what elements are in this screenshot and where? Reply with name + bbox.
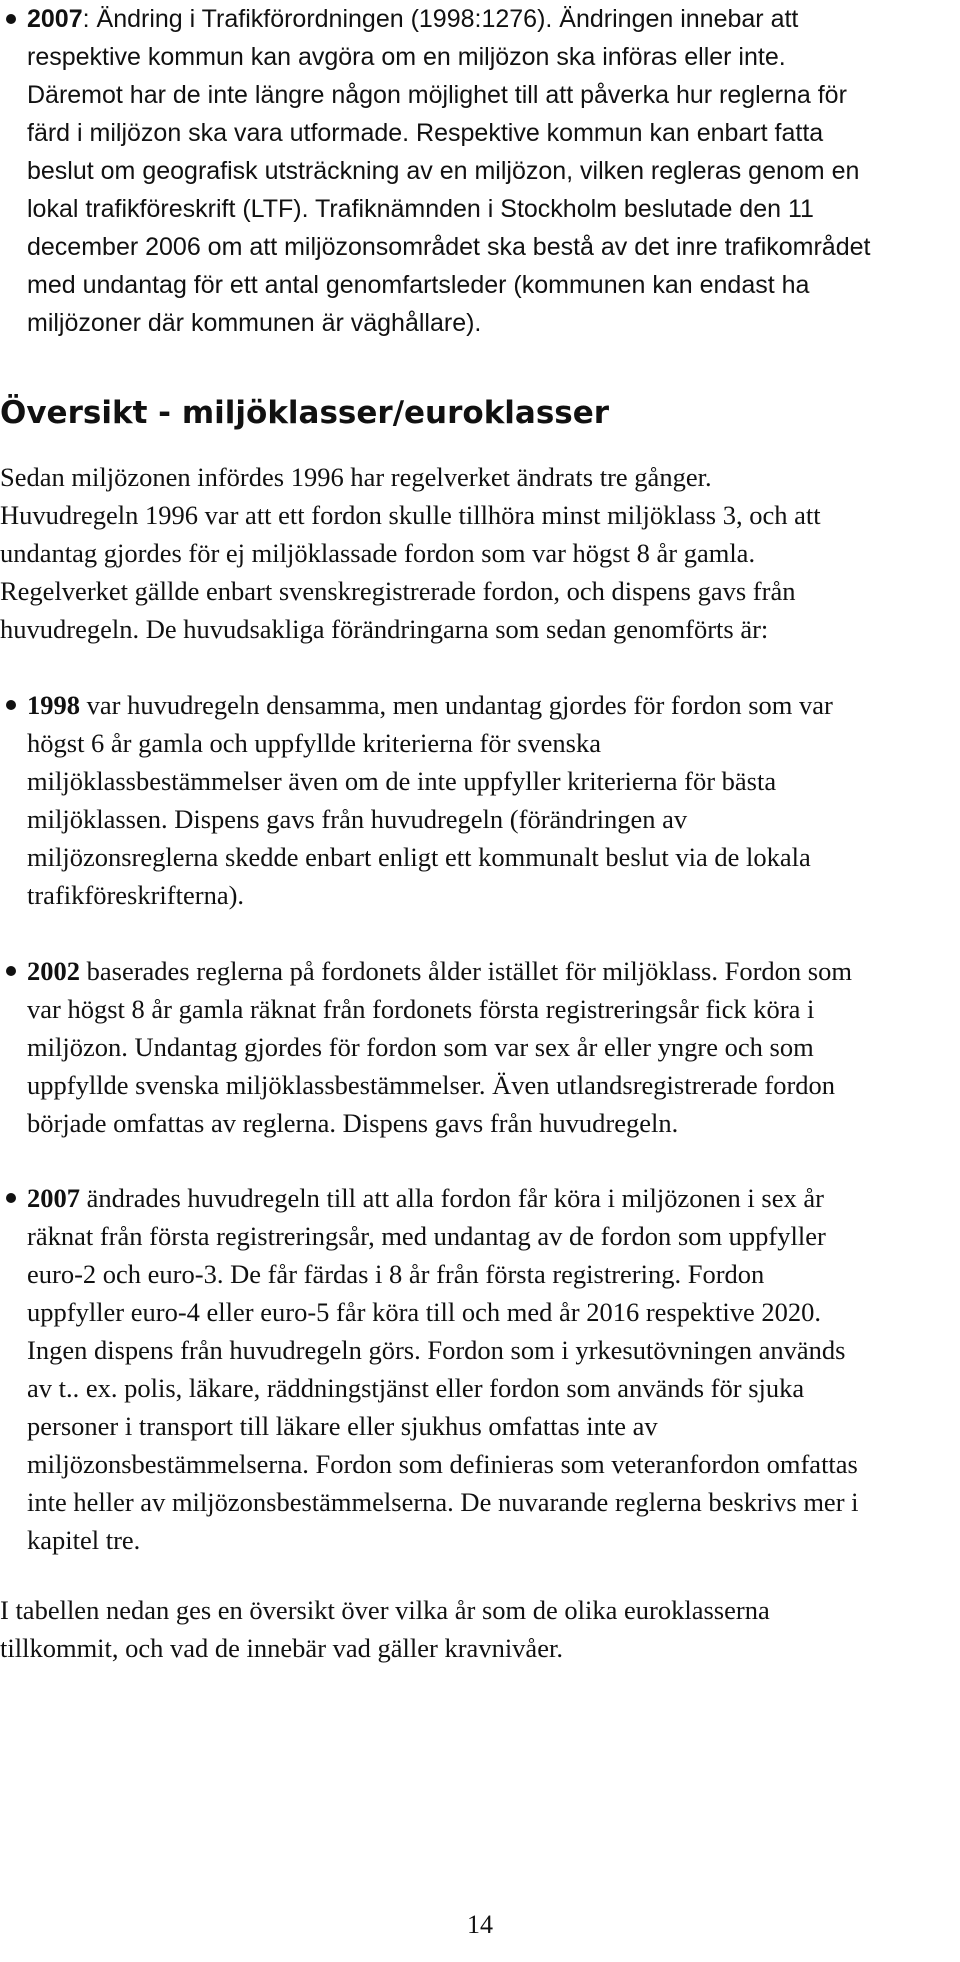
bullet-year: 2007	[27, 1183, 80, 1213]
bullet-line: 1998 var huvudregeln densamma, men undantag gjordes för fordon som var	[27, 690, 833, 720]
bullet-line: miljözon. Undantag gjordes för fordon som var sex år eller yngre och som	[27, 1032, 814, 1062]
bullet-line: uppfyllde svenska miljöklassbestämmelser. Även utlandsregistrerade fordon	[27, 1070, 836, 1100]
bullet-line: inte heller av miljözonsbestämmelserna. De nuvarande reglerna beskrivs mer i	[27, 1487, 859, 1517]
bullet-line: miljöklassen. Dispens gavs från huvudregeln (förändringen av	[27, 804, 688, 834]
bullet-line: personer i transport till läkare eller sjukhus omfattas inte av	[27, 1411, 658, 1441]
paragraph-line: huvudregeln. De huvudsakliga förändringarna som sedan genomförts är:	[0, 614, 769, 644]
bullet-dot-icon	[6, 14, 16, 24]
bullet-line: 2007 ändrades huvudregeln till att alla fordon får köra i miljözonen i sex år	[27, 1183, 824, 1213]
section-heading: Översikt - miljöklasser/euroklasser	[0, 395, 610, 431]
bullet-year: 2002	[27, 956, 80, 986]
intro-paragraph	[0, 458, 955, 648]
paragraph-line: Regelverket gällde enbart svenskregistrerade fordon, och dispens gavs från	[0, 576, 796, 606]
bullet-line: respektive kommun kan avgöra om en miljözon ska införas eller inte.	[27, 43, 786, 71]
bullet-text	[27, 686, 947, 914]
paragraph-line: tillkommit, och vad de innebär vad gäller kravnivåer.	[0, 1633, 563, 1663]
page-number: 14	[467, 1910, 493, 1939]
bullet-line: lokal trafikföreskrift (LTF). Trafiknämnden i Stockholm beslutade den 11	[27, 195, 814, 223]
bullet-line: av t.. ex. polis, läkare, räddningstjänst eller fordon som används för sjuka	[27, 1373, 805, 1403]
paragraph-line: I tabellen nedan ges en översikt över vilka år som de olika euroklasserna	[0, 1595, 770, 1625]
bullet-line: miljöklassbestämmelser även om de inte uppfyller kriterierna för bästa	[27, 766, 777, 796]
bullet-line: började omfattas av reglerna. Dispens gavs från huvudregeln.	[27, 1108, 679, 1138]
bullet-dot-icon	[6, 700, 16, 710]
bullet-line: räknat från första registreringsår, med undantag av de fordon som uppfyller	[27, 1221, 826, 1251]
bullet-line: med undantag för ett antal genomfartsleder (kommunen kan endast ha	[27, 271, 810, 299]
bullet-dot-icon	[6, 1193, 16, 1203]
bullet-text	[27, 0, 947, 342]
bullet-line: trafikföreskrifterna).	[27, 880, 245, 910]
bullet-line: miljözoner där kommunen är väghållare).	[27, 309, 482, 337]
paragraph-line: Sedan miljözonen infördes 1996 har regelverket ändrats tre gånger.	[0, 462, 712, 492]
bullet-line: euro-2 och euro-3. De får färdas i 8 år från första registrering. Fordon	[27, 1259, 765, 1289]
bullet-line: 2007: Ändring i Trafikförordningen (1998:1276). Ändringen innebar att	[27, 5, 799, 33]
bullet-line: färd i miljözon ska vara utformade. Respektive kommun kan enbart fatta	[27, 119, 824, 147]
bullet-line: december 2006 om att miljözonsområdet ska bestå av det inre trafikområdet	[27, 233, 871, 261]
bullet-dot-icon	[6, 966, 16, 976]
bullet-line: beslut om geografisk utsträckning av en miljözon, vilken regleras genom en	[27, 157, 860, 185]
closing-paragraph	[0, 1591, 955, 1667]
bullet-line: uppfyller euro-4 eller euro-5 får köra till och med år 2016 respektive 2020.	[27, 1297, 821, 1327]
bullet-line: Ingen dispens från huvudregeln görs. Fordon som i yrkesutövningen används	[27, 1335, 846, 1365]
bullet-text	[27, 952, 947, 1142]
bullet-line: högst 6 år gamla och uppfyllde kriterierna för svenska	[27, 728, 601, 758]
paragraph-line: undantag gjordes för ej miljöklassade fordon som var högst 8 år gamla.	[0, 538, 756, 568]
bullet-line: kapitel tre.	[27, 1525, 141, 1555]
bullet-year: 1998	[27, 690, 80, 720]
bullet-text	[27, 1179, 947, 1559]
bullet-line: 2002 baserades reglerna på fordonets ålder istället för miljöklass. Fordon som	[27, 956, 852, 986]
bullet-year: 2007	[27, 5, 83, 33]
bullet-line: miljözonsbestämmelserna. Fordon som definieras som veteranfordon omfattas	[27, 1449, 858, 1479]
bullet-line: Däremot har de inte längre någon möjlighet till att påverka hur reglerna för	[27, 81, 847, 109]
paragraph-line: Huvudregeln 1996 var att ett fordon skulle tillhöra minst miljöklass 3, och att	[0, 500, 821, 530]
bullet-line: var högst 8 år gamla räknat från fordonets första registreringsår fick köra i	[27, 994, 815, 1024]
bullet-line: miljözonsreglerna skedde enbart enligt ett kommunalt beslut via de lokala	[27, 842, 811, 872]
